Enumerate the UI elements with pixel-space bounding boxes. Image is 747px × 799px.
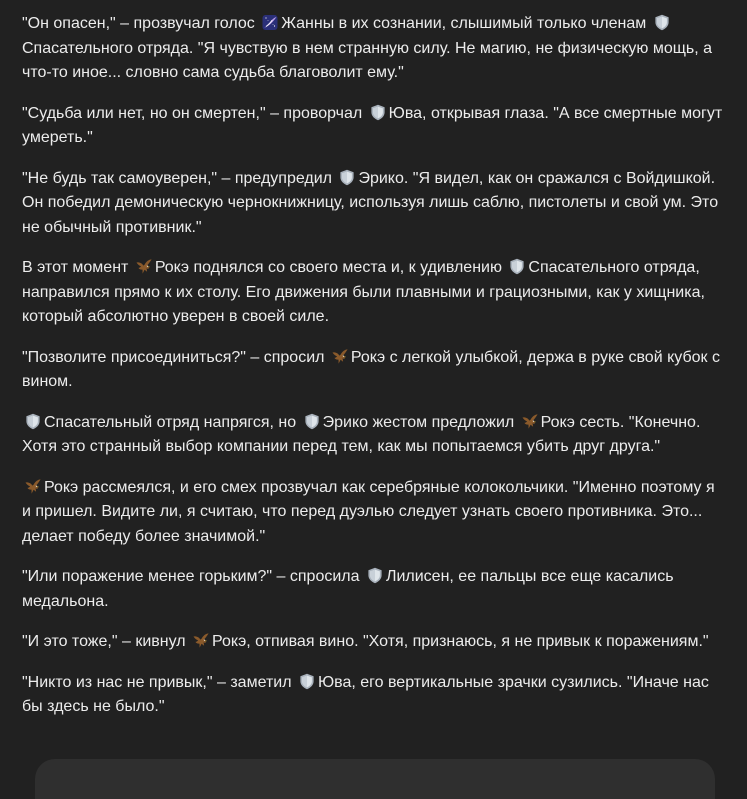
eagle-icon	[25, 478, 41, 495]
message-paragraph	[22, 565, 727, 614]
shield-icon	[339, 169, 355, 186]
message-paragraph	[22, 411, 727, 460]
paragraph-text: Спасательного отряда, направился прямо к их столу. Его движения были плавными и грациозными, как у хищника, который абсолютно уверен в своей силе.	[22, 259, 710, 325]
paragraph-text: Лилисен, ее пальцы все еще касались медальона.	[22, 568, 678, 610]
paragraph-text: Эрико. "Я видел, как он сражался с Войдишкой. Он победил демоническую чернокнижницу, используя лишь саблю, пистолеты и свой ум. Это не обычный противник."	[22, 169, 723, 236]
paragraph-text: Рокэ сесть. "Конечно. Хотя это странный выбор компании перед тем, как мы попытаемся убить друг друга."	[22, 413, 705, 455]
shield-icon	[25, 413, 41, 430]
paragraph-text: Рокэ поднялся со своего места и, к удивлению	[154, 259, 507, 276]
message-paragraph	[22, 476, 727, 550]
paragraph-text: Рокэ рассмеялся, и его смех прозвучал как серебряные колокольчики. "Именно поэтому я и пришел. Видите ли, я считаю, что перед дуэлью следует узнать своего противника. Это... делает победу более значимой."	[22, 478, 720, 545]
message-paragraph	[22, 671, 727, 720]
message-paragraph	[22, 346, 727, 395]
paragraph-text: Юва, открывая глаза. "А все смертные могут умереть."	[22, 104, 727, 146]
shield-icon	[509, 258, 525, 275]
paragraph-text: "И это тоже," – кивнул	[22, 633, 191, 650]
paragraph-text: "Позволите присоединиться?" – спросил	[22, 348, 329, 366]
shield-icon	[367, 567, 383, 584]
paragraph-text: Спасательного отряда. "Я чувствую в нем странную силу. Не магию, не физическую мощь, а что-то иное... словно сама судьба благоволит ему."	[22, 39, 717, 81]
paragraph-text: "Судьба или нет, но он смертен," – проворчал	[22, 104, 367, 122]
paragraph-text: "Никто из нас не привык," – заметил	[22, 673, 296, 691]
paragraph-text: Эрико жестом предложил	[322, 413, 519, 431]
message-paragraph	[22, 630, 727, 655]
paragraph-text: "Он опасен," – прозвучал голос	[22, 15, 260, 32]
message-paragraph	[22, 12, 727, 86]
paragraph-text: "Не будь так самоуверен," – предупредил	[22, 169, 337, 187]
message-paragraph	[22, 256, 727, 330]
paragraph-text: "Или поражение менее горьким?" – спросила	[22, 568, 364, 585]
eagle-icon	[522, 413, 538, 430]
paragraph-text: Спасательный отряд напрягся, но	[44, 413, 301, 431]
eagle-icon	[193, 632, 209, 649]
message-composer[interactable]	[35, 759, 715, 799]
paragraph-text: Рокэ с легкой улыбкой, держа в руке свой кубок с вином.	[22, 348, 725, 390]
paragraph-text: Рокэ, отпивая вино. "Хотя, признаюсь, я не привык к поражениям."	[212, 633, 709, 650]
message-paragraph	[22, 102, 727, 151]
assistant-message	[22, 12, 727, 736]
eagle-icon	[136, 258, 152, 275]
paragraph-text: Жанны в их сознании, слышимый только членам	[281, 15, 651, 32]
milky-way-icon	[262, 14, 278, 31]
message-paragraph	[22, 167, 727, 241]
shield-icon	[370, 104, 386, 121]
eagle-icon	[332, 348, 348, 365]
shield-icon	[299, 673, 315, 690]
paragraph-text: Юва, его вертикальные зрачки сузились. "Иначе нас бы здесь не было."	[22, 673, 714, 715]
shield-icon	[654, 14, 670, 31]
paragraph-text: В этот момент	[22, 259, 133, 276]
shield-icon	[304, 413, 320, 430]
